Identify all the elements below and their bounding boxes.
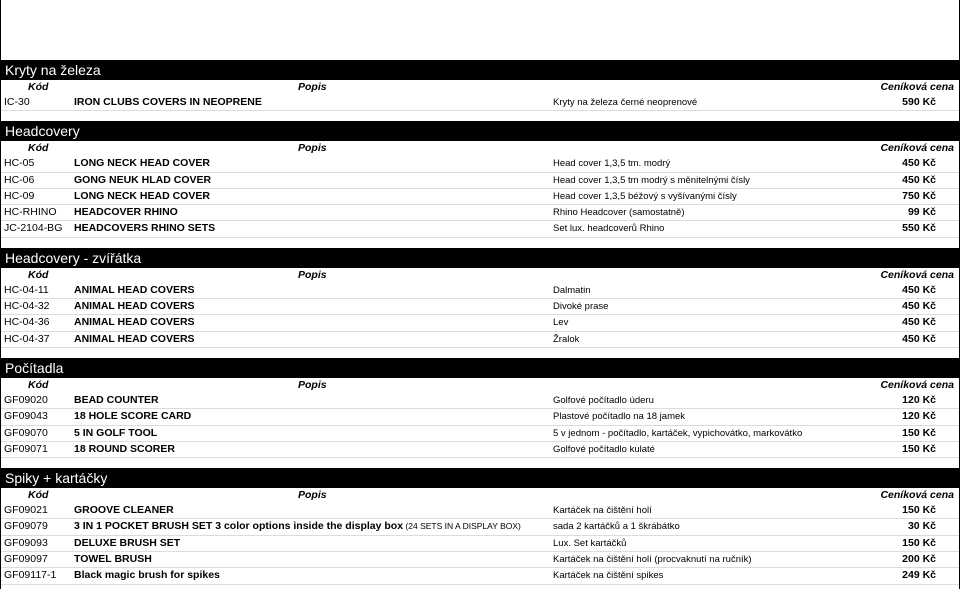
product-name bbox=[74, 221, 215, 236]
product-description: Kartáček na čištění holí (procvaknutí na ručník) bbox=[553, 554, 752, 566]
table-row bbox=[0, 409, 960, 425]
table-row bbox=[0, 519, 960, 535]
product-price: 200 Kč bbox=[902, 553, 936, 566]
column-header-popis: Popis bbox=[298, 142, 327, 155]
product-description: Set lux. headcoverů Rhino bbox=[553, 223, 665, 235]
product-name-text: Black magic brush for spikes bbox=[74, 569, 220, 582]
column-header-code: Kód bbox=[28, 142, 49, 155]
product-name bbox=[74, 189, 210, 204]
product-code: GF09021 bbox=[4, 504, 48, 517]
table-row bbox=[0, 156, 960, 172]
product-name-text: 3 IN 1 POCKET BRUSH SET 3 color options inside the display box bbox=[74, 520, 404, 533]
column-header-code: Kód bbox=[28, 378, 49, 391]
column-header-popis: Popis bbox=[298, 81, 327, 93]
product-code: GF09079 bbox=[4, 520, 48, 533]
product-name-text: 5 IN GOLF TOOL bbox=[74, 426, 158, 439]
product-price: 120 Kč bbox=[902, 393, 936, 406]
price-section bbox=[0, 468, 960, 584]
table-row bbox=[0, 221, 960, 237]
section-spacer bbox=[0, 238, 960, 248]
price-list bbox=[0, 60, 960, 585]
table-row bbox=[0, 315, 960, 331]
product-price: 550 Kč bbox=[902, 222, 936, 235]
product-name-text: HEADCOVER RHINO bbox=[74, 206, 178, 219]
table-row bbox=[0, 332, 960, 348]
section-spacer bbox=[0, 348, 960, 358]
product-name bbox=[74, 442, 175, 457]
product-name bbox=[74, 156, 210, 171]
product-name-text: BEAD COUNTER bbox=[74, 393, 159, 406]
column-header-price: Ceníková cena bbox=[880, 489, 954, 502]
product-name-text: TOWEL BRUSH bbox=[74, 553, 152, 566]
table-row bbox=[0, 393, 960, 409]
product-name-text: HEADCOVERS RHINO SETS bbox=[74, 222, 216, 235]
product-price: 120 Kč bbox=[902, 410, 936, 423]
product-price: 99 Kč bbox=[907, 206, 936, 219]
product-code: HC-09 bbox=[4, 189, 35, 202]
product-price: 450 Kč bbox=[902, 173, 936, 186]
product-code: GF09020 bbox=[4, 393, 48, 406]
table-row bbox=[0, 552, 960, 568]
product-name-text: ANIMAL HEAD COVERS bbox=[74, 300, 195, 313]
product-name-text: LONG NECK HEAD COVER bbox=[74, 157, 210, 170]
product-name-text: ANIMAL HEAD COVERS bbox=[74, 316, 195, 329]
section-spacer bbox=[0, 458, 960, 468]
column-header-row bbox=[0, 378, 960, 393]
table-row bbox=[0, 426, 960, 442]
product-description: sada 2 kartáčků a 1 škrábátko bbox=[553, 521, 680, 533]
product-name-text: 18 ROUND SCORER bbox=[74, 442, 175, 455]
column-header-popis: Popis bbox=[298, 268, 327, 281]
product-code: GF09071 bbox=[4, 442, 48, 455]
product-price: 30 Kč bbox=[907, 520, 936, 533]
product-description: Golfové počítadlo úderu bbox=[553, 394, 654, 406]
column-header-price: Ceníková cena bbox=[880, 268, 954, 281]
product-price: 150 Kč bbox=[902, 504, 936, 517]
table-row bbox=[0, 95, 960, 111]
product-name bbox=[74, 95, 262, 110]
product-description: Divoké prase bbox=[553, 301, 609, 313]
column-header-row bbox=[0, 80, 960, 95]
section-title: Kryty na železa bbox=[0, 60, 960, 80]
product-description: Kartáček na čištění spikes bbox=[553, 570, 664, 582]
product-description: Head cover 1,3,5 tm. modrý bbox=[553, 158, 671, 170]
product-code: HC-04-37 bbox=[4, 332, 50, 345]
price-section bbox=[0, 121, 960, 237]
table-row bbox=[0, 299, 960, 315]
product-name bbox=[74, 536, 180, 551]
table-row bbox=[0, 568, 960, 584]
product-description: Kryty na železa černé neoprenové bbox=[553, 97, 698, 108]
table-row bbox=[0, 536, 960, 552]
product-code: HC-04-36 bbox=[4, 316, 50, 329]
column-header-row bbox=[0, 268, 960, 283]
product-description: Plastové počítadlo na 18 jamek bbox=[553, 411, 686, 423]
product-description: Golfové počítadlo kulaté bbox=[553, 443, 655, 455]
product-name-text: ANIMAL HEAD COVERS bbox=[74, 283, 195, 296]
table-row bbox=[0, 442, 960, 458]
product-name-text: GONG NEUK HLAD COVER bbox=[74, 173, 212, 186]
column-header-price: Ceníková cena bbox=[880, 142, 954, 155]
product-name bbox=[74, 315, 195, 330]
column-header-code: Kód bbox=[28, 81, 49, 93]
product-name-text: 18 HOLE SCORE CARD bbox=[74, 410, 192, 423]
column-header-row bbox=[0, 141, 960, 156]
product-price: 249 Kč bbox=[902, 569, 936, 582]
product-price: 450 Kč bbox=[902, 300, 936, 313]
product-price: 450 Kč bbox=[902, 316, 936, 329]
section-title: Počítadla bbox=[0, 358, 960, 378]
product-description: 5 v jednom - počítadlo, kartáček, vypichovátko, markovátko bbox=[553, 427, 803, 439]
product-name bbox=[74, 426, 157, 441]
table-row bbox=[0, 283, 960, 299]
product-price: 450 Kč bbox=[902, 157, 936, 170]
column-header-popis: Popis bbox=[298, 489, 327, 502]
product-name-text: GROOVE CLEANER bbox=[74, 504, 174, 517]
product-price: 150 Kč bbox=[902, 426, 936, 439]
table-row bbox=[0, 205, 960, 221]
product-description: Head cover 1,3,5 tm modrý s měnitelnými čísly bbox=[553, 174, 750, 186]
price-section bbox=[0, 248, 960, 348]
product-name bbox=[74, 299, 195, 314]
product-price: 150 Kč bbox=[902, 536, 936, 549]
column-header-row bbox=[0, 488, 960, 503]
price-section bbox=[0, 358, 960, 458]
section-title: Spiky + kartáčky bbox=[0, 468, 960, 488]
product-description: Lev bbox=[553, 317, 569, 329]
product-name-text: IRON CLUBS COVERS IN NEOPRENE bbox=[74, 96, 262, 108]
product-code: GF09043 bbox=[4, 410, 48, 423]
product-code: GF09093 bbox=[4, 536, 48, 549]
product-name bbox=[74, 283, 195, 298]
product-name-text: ANIMAL HEAD COVERS bbox=[74, 332, 195, 345]
product-description: Head cover 1,3,5 béžový s vyšívanými čísly bbox=[553, 190, 737, 202]
product-name-text: DELUXE BRUSH SET bbox=[74, 536, 181, 549]
left-border bbox=[0, 0, 1, 589]
price-section bbox=[0, 60, 960, 111]
product-name-note: (24 SETS IN A DISPLAY BOX) bbox=[403, 521, 521, 532]
product-name-text: LONG NECK HEAD COVER bbox=[74, 189, 210, 202]
column-header-price: Ceníková cena bbox=[880, 378, 954, 391]
product-description: Rhino Headcover (samostatně) bbox=[553, 207, 685, 219]
section-title: Headcovery bbox=[0, 121, 960, 141]
product-code: GF09097 bbox=[4, 553, 48, 566]
product-description: Dalmatin bbox=[553, 284, 591, 296]
product-description: Žralok bbox=[553, 333, 580, 345]
product-code: GF09117-1 bbox=[4, 569, 57, 582]
product-name bbox=[74, 173, 211, 188]
product-code: GF09070 bbox=[4, 426, 48, 439]
product-code: IC-30 bbox=[4, 96, 30, 108]
product-name bbox=[74, 409, 191, 424]
product-name bbox=[74, 393, 159, 408]
product-code: JC-2104-BG bbox=[4, 222, 63, 235]
top-blank-area bbox=[0, 0, 960, 60]
section-title: Headcovery - zvířátka bbox=[0, 248, 960, 268]
product-name bbox=[74, 552, 152, 567]
product-name bbox=[74, 205, 178, 220]
product-price: 590 Kč bbox=[902, 96, 936, 108]
product-price: 150 Kč bbox=[902, 442, 936, 455]
product-code: HC-04-11 bbox=[4, 283, 49, 296]
product-name bbox=[74, 519, 521, 534]
table-row bbox=[0, 503, 960, 519]
column-header-code: Kód bbox=[28, 268, 49, 281]
product-price: 750 Kč bbox=[902, 189, 936, 202]
column-header-price: Ceníková cena bbox=[880, 81, 954, 93]
product-price: 450 Kč bbox=[902, 283, 936, 296]
product-name bbox=[74, 503, 174, 518]
column-header-popis: Popis bbox=[298, 378, 327, 391]
product-code: HC-RHINO bbox=[4, 206, 57, 219]
column-header-code: Kód bbox=[28, 489, 49, 502]
product-code: HC-06 bbox=[4, 173, 35, 186]
product-name bbox=[74, 332, 195, 347]
table-row bbox=[0, 173, 960, 189]
product-price: 450 Kč bbox=[902, 332, 936, 345]
product-code: HC-04-32 bbox=[4, 300, 50, 313]
section-spacer bbox=[0, 111, 960, 121]
product-description: Lux. Set kartáčků bbox=[553, 537, 627, 549]
product-code: HC-05 bbox=[4, 157, 35, 170]
table-row bbox=[0, 189, 960, 205]
product-name bbox=[74, 568, 220, 583]
product-description: Kartáček na čištění holí bbox=[553, 505, 652, 517]
